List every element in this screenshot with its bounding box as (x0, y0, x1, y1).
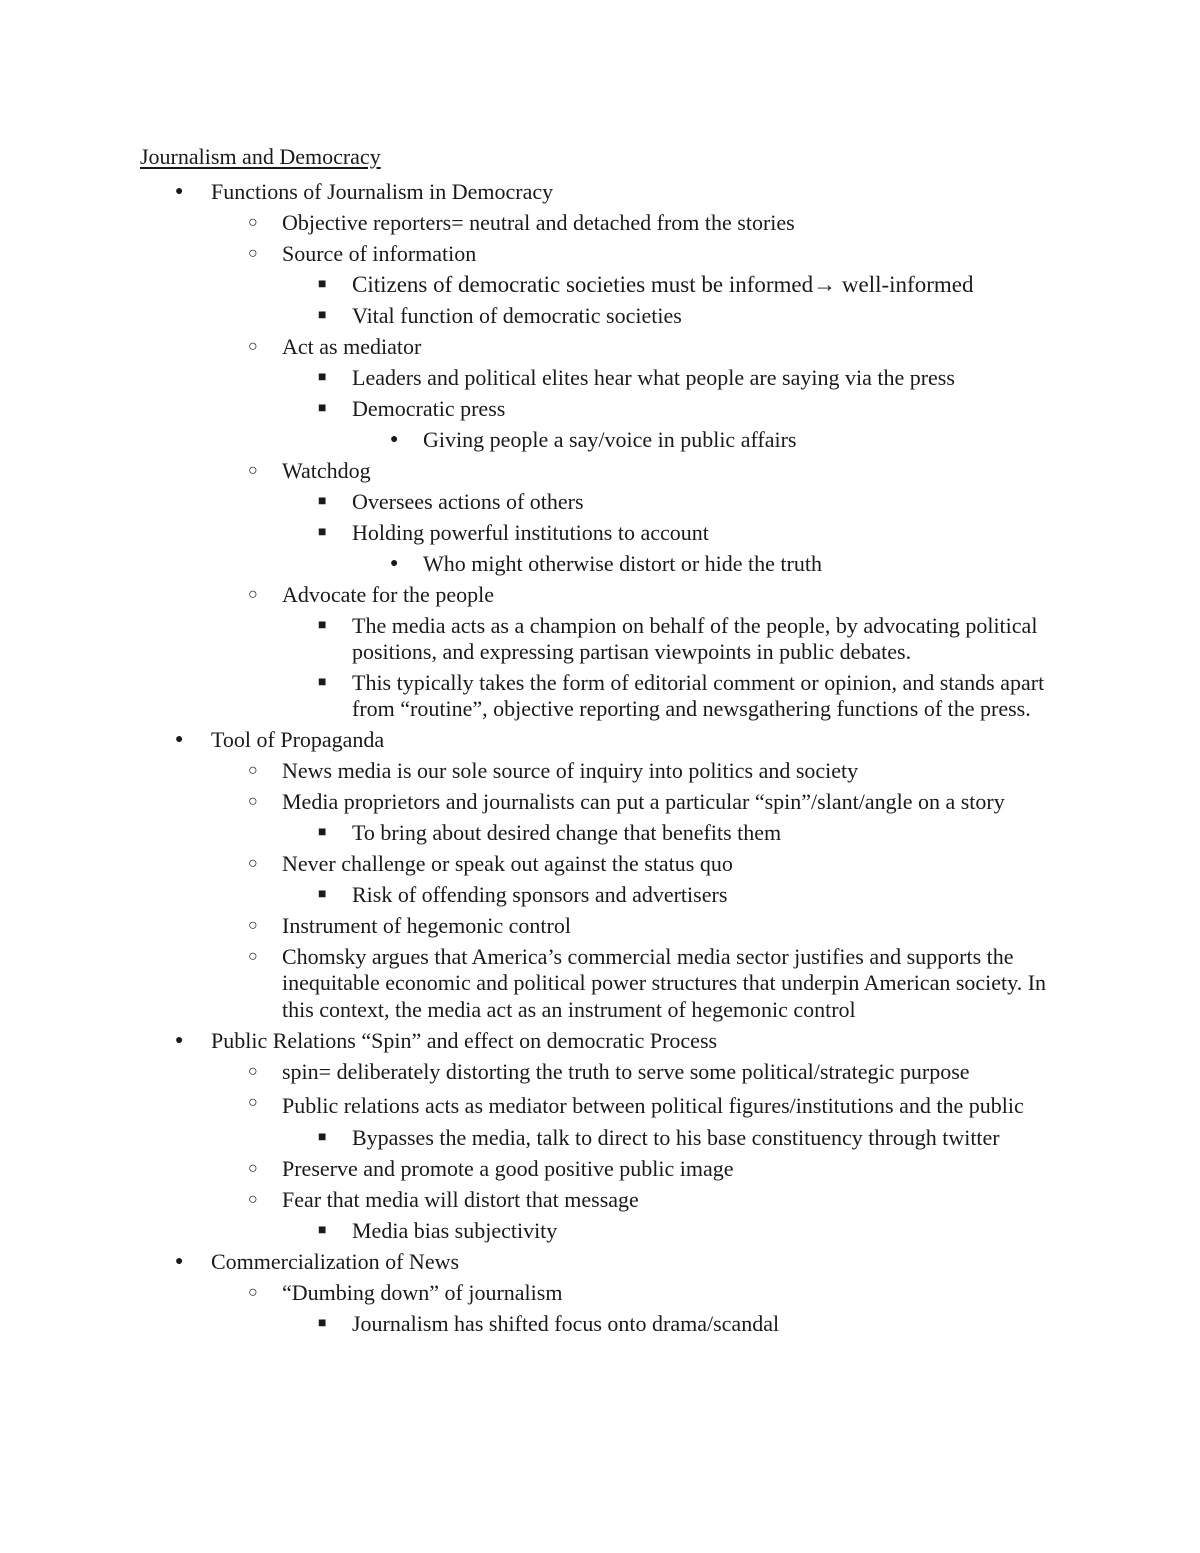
outline-item-level-2 (0, 1156, 1057, 1182)
outline-item-text: Holding powerful institutions to account (352, 519, 709, 545)
outline-item-text: Fear that media will distort that message (282, 1187, 639, 1213)
outline-item-text: Vital function of democratic societies (352, 302, 682, 328)
outline-item-text: Objective reporters= neutral and detached from the stories (282, 209, 795, 235)
outline-item-text: News media is our sole source of inquiry into politics and society (282, 758, 859, 784)
hollow-circle-bullet-icon: ○ (248, 337, 258, 355)
outline-item-text: Media bias subjectivity (352, 1218, 558, 1244)
outline-item-level-3 (0, 882, 1052, 908)
outline-item-text: Instrument of hegemonic control (282, 913, 571, 939)
outline-item-text: Advocate for the people (282, 581, 494, 607)
hollow-circle-bullet-icon: ○ (248, 917, 258, 935)
square-bullet-icon: ■ (318, 1316, 327, 1332)
outline-item-text: Watchdog (282, 457, 371, 483)
outline-item-text: Never challenge or speak out against the status quo (282, 851, 733, 877)
hollow-circle-bullet-icon: ○ (248, 1062, 258, 1080)
square-bullet-icon: ■ (318, 524, 327, 540)
outline-item-level-3 (0, 520, 1052, 546)
outline-item-text: The media acts as a champion on behalf of the people, by advocating political positions, and expressing partisan viewpoints in public debates. (352, 612, 1038, 664)
outline-item-level-3 (0, 272, 1052, 298)
outline-item-level-2 (0, 758, 1057, 784)
square-bullet-icon: ■ (318, 369, 327, 385)
square-bullet-icon: ■ (318, 1223, 327, 1239)
square-bullet-icon: ■ (318, 825, 327, 841)
hollow-circle-bullet-icon: ○ (248, 855, 258, 873)
outline-item-level-2 (0, 241, 1057, 267)
outline-item-level-2 (0, 334, 1057, 360)
outline-item-text: Bypasses the media, talk to direct to his base constituency through twitter (352, 1125, 1000, 1151)
hollow-circle-bullet-icon: ○ (248, 948, 258, 966)
outline-item-text: Source of information (282, 240, 477, 266)
outline-item-level-2 (0, 1059, 1057, 1085)
outline-item-text: Media proprietors and journalists can put a particular “spin”/slant/angle on a story (282, 789, 1005, 815)
outline-item-level-3 (0, 396, 1052, 422)
hollow-circle-bullet-icon: ○ (248, 1284, 258, 1302)
outline-item-text: Chomsky argues that America’s commercial media sector justifies and supports the inequitable economic and political power structures that underpin American society. In this context, the media act as an instrument of hegemonic control (282, 944, 1047, 1022)
outline-item-level-2 (0, 582, 1057, 608)
filled-circle-bullet-icon: ● (175, 732, 184, 748)
hollow-circle-bullet-icon: ○ (248, 1191, 258, 1209)
outline-item-text: “Dumbing down” of journalism (282, 1280, 563, 1306)
outline-item-level-2 (0, 913, 1057, 939)
outline-item-text: spin= deliberately distorting the truth to serve some political/strategic purpose (282, 1058, 970, 1084)
bullet-outline (0, 174, 1200, 1338)
outline-item-level-2 (0, 458, 1057, 484)
filled-circle-bullet-icon: ● (390, 555, 399, 571)
outline-item-text: To bring about desired change that benefits them (352, 820, 782, 846)
outline-item-level-2 (0, 944, 1057, 1023)
outline-item-text: Democratic press (352, 395, 506, 421)
outline-item-level-2 (0, 789, 1057, 815)
outline-item-level-2 (0, 1280, 1057, 1306)
outline-item-level-4 (0, 427, 1063, 453)
square-bullet-icon: ■ (318, 400, 327, 416)
hollow-circle-bullet-icon: ○ (248, 793, 258, 811)
outline-item-level-1 (0, 1249, 1071, 1275)
filled-circle-bullet-icon: ● (175, 1254, 184, 1270)
outline-item-text: Oversees actions of others (352, 488, 584, 514)
square-bullet-icon: ■ (318, 1130, 327, 1146)
outline-item-text: Public relations acts as mediator between political figures/institutions and the public (282, 1092, 1024, 1118)
outline-item-level-2 (0, 851, 1057, 877)
outline-item-text: Public Relations “Spin” and effect on democratic Process (211, 1027, 718, 1053)
outline-item-level-2 (0, 1187, 1057, 1213)
outline-item-level-3 (0, 1311, 1052, 1337)
outline-item-text: Citizens of democratic societies must be informed→ well-informed (352, 271, 974, 297)
hollow-circle-bullet-icon: ○ (248, 585, 258, 603)
hollow-circle-bullet-icon: ○ (248, 1160, 258, 1178)
outline-item-level-3 (0, 613, 1052, 665)
outline-item-text: Tool of Propaganda (211, 727, 385, 753)
outline-item-text: Risk of offending sponsors and advertisers (352, 882, 728, 908)
hollow-circle-bullet-icon: ○ (248, 461, 258, 479)
square-bullet-icon: ■ (318, 493, 327, 509)
outline-item-text: Journalism has shifted focus onto drama/scandal (352, 1311, 780, 1337)
outline-item-level-3 (0, 1218, 1052, 1244)
outline-item-text: Functions of Journalism in Democracy (211, 178, 554, 204)
hollow-circle-bullet-icon: ○ (248, 244, 258, 262)
outline-item-level-3 (0, 365, 1052, 391)
outline-item-level-1 (0, 179, 1071, 205)
outline-item-text: This typically takes the form of editorial comment or opinion, and stands apart from “routine”, objective reporting and newsgathering functions of the press. (352, 670, 1045, 722)
hollow-circle-bullet-icon: ○ (248, 1093, 258, 1111)
hollow-circle-bullet-icon: ○ (248, 762, 258, 780)
filled-circle-bullet-icon: ● (390, 431, 399, 447)
square-bullet-icon: ■ (318, 307, 327, 323)
outline-item-level-3 (0, 670, 1052, 722)
outline-item-level-2 (0, 210, 1057, 236)
hollow-circle-bullet-icon: ○ (248, 213, 258, 231)
square-bullet-icon: ■ (318, 887, 327, 903)
outline-item-text: Preserve and promote a good positive public image (282, 1156, 734, 1182)
outline-item-text: Giving people a say/voice in public affairs (423, 426, 797, 452)
outline-item-text: Act as mediator (282, 333, 422, 359)
outline-item-text: Commercialization of News (211, 1249, 460, 1275)
outline-item-level-3 (0, 303, 1052, 329)
filled-circle-bullet-icon: ● (175, 183, 184, 199)
square-bullet-icon: ■ (318, 276, 327, 292)
outline-item-text: Leaders and political elites hear what people are saying via the press (352, 364, 955, 390)
document-title: Journalism and Democracy (140, 144, 381, 169)
outline-item-level-2 (0, 1090, 1057, 1121)
outline-item-level-3 (0, 1125, 1052, 1151)
outline-item-text: Who might otherwise distort or hide the truth (423, 550, 822, 576)
outline-item-level-1 (0, 727, 1071, 753)
square-bullet-icon: ■ (318, 617, 327, 633)
filled-circle-bullet-icon: ● (175, 1032, 184, 1048)
square-bullet-icon: ■ (318, 675, 327, 690)
outline-item-level-3 (0, 820, 1052, 846)
outline-item-level-3 (0, 489, 1052, 515)
outline-item-level-1 (0, 1028, 1071, 1054)
outline-item-level-4 (0, 551, 1063, 577)
